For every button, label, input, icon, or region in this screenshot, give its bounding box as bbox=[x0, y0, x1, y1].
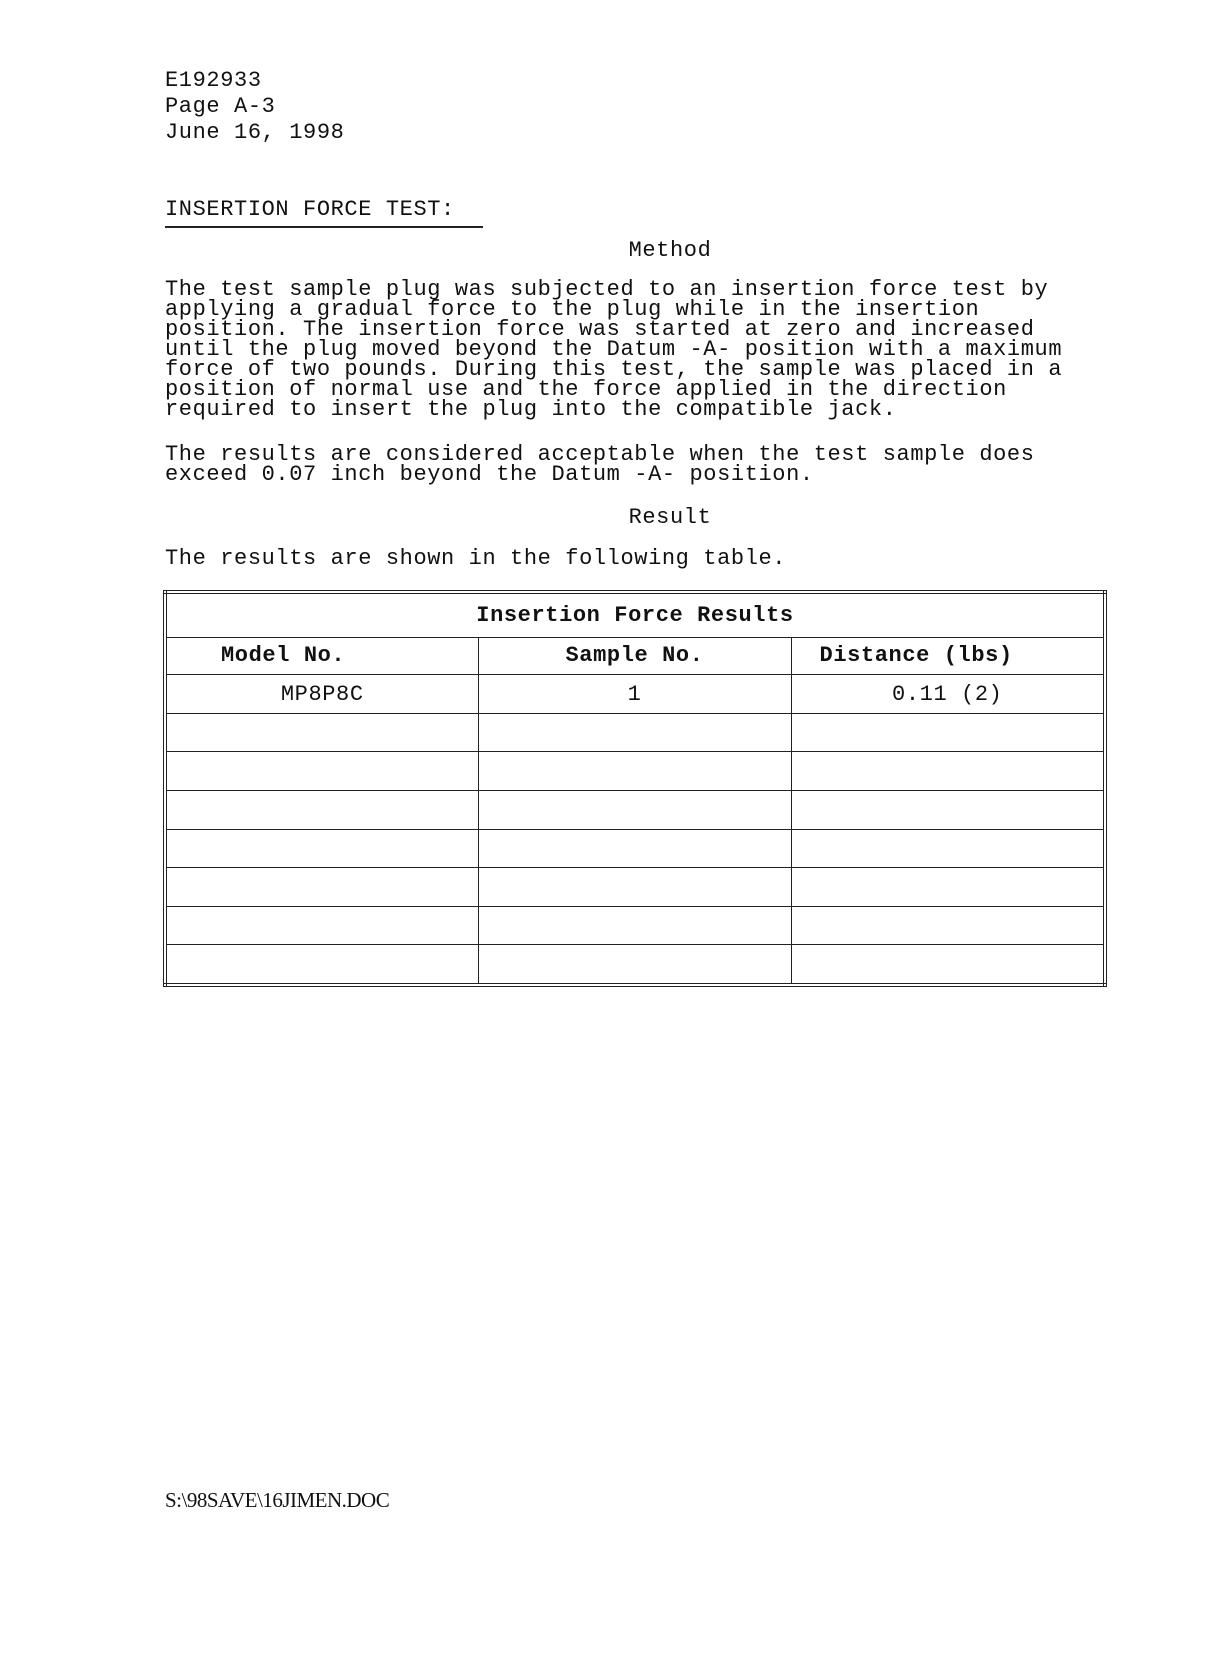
table-header-row bbox=[165, 637, 1105, 675]
table-row bbox=[165, 790, 1105, 829]
acceptance-line: The results are considered acceptable when the test sample does bbox=[165, 442, 1035, 467]
footer-file-path: S:\98SAVE\16JIMEN.DOC bbox=[165, 1488, 390, 1512]
insertion-force-results-table bbox=[163, 590, 1107, 987]
cell-model bbox=[165, 752, 478, 791]
table-row bbox=[165, 868, 1105, 907]
cell-sample bbox=[478, 752, 791, 791]
result-heading: Result bbox=[628, 505, 712, 530]
cell-sample bbox=[478, 790, 791, 829]
column-header-sample: Sample No. bbox=[478, 637, 791, 675]
cell-model bbox=[165, 713, 478, 752]
document-id: E192933 bbox=[165, 68, 262, 93]
table-row bbox=[165, 906, 1105, 945]
page-number: Page A-3 bbox=[165, 94, 276, 119]
cell-model bbox=[165, 945, 478, 985]
table-row bbox=[165, 675, 1105, 714]
method-paragraph bbox=[165, 277, 1115, 422]
cell-distance: 0.11 (2) bbox=[791, 675, 1105, 714]
method-line: until the plug moved beyond the Datum -A- position with a maximum bbox=[165, 337, 1063, 362]
cell-model: MP8P8C bbox=[165, 675, 478, 714]
cell-model bbox=[165, 790, 478, 829]
document-header bbox=[165, 68, 344, 146]
cell-sample bbox=[478, 906, 791, 945]
table-row bbox=[165, 752, 1105, 791]
cell-distance bbox=[791, 945, 1105, 985]
method-line: force of two pounds. During this test, the sample was placed in a bbox=[165, 357, 1063, 382]
method-line: position. The insertion force was started at zero and increased bbox=[165, 317, 1035, 342]
cell-distance bbox=[791, 906, 1105, 945]
method-heading: Method bbox=[628, 238, 712, 263]
document-date: June 16, 1998 bbox=[165, 120, 345, 145]
cell-distance bbox=[791, 868, 1105, 907]
section-title: INSERTION FORCE TEST: bbox=[165, 197, 483, 228]
cell-model bbox=[165, 906, 478, 945]
column-header-model: Model No. bbox=[165, 637, 478, 675]
acceptance-paragraph bbox=[165, 442, 1115, 487]
cell-sample bbox=[478, 829, 791, 868]
cell-sample bbox=[478, 713, 791, 752]
cell-distance bbox=[791, 713, 1105, 752]
column-header-distance: Distance (lbs) bbox=[791, 637, 1105, 675]
table-caption-row bbox=[165, 592, 1105, 637]
result-intro: The results are shown in the following table. bbox=[165, 546, 787, 571]
acceptance-line: exceed 0.07 inch beyond the Datum -A- position. bbox=[165, 462, 814, 487]
method-line: position of normal use and the force applied in the direction bbox=[165, 377, 1007, 402]
method-line: The test sample plug was subjected to an insertion force test by bbox=[165, 277, 1049, 302]
cell-sample bbox=[478, 868, 791, 907]
method-line: required to insert the plug into the compatible jack. bbox=[165, 397, 897, 422]
table-row bbox=[165, 713, 1105, 752]
cell-sample: 1 bbox=[478, 675, 791, 714]
cell-distance bbox=[791, 752, 1105, 791]
cell-distance bbox=[791, 829, 1105, 868]
cell-model bbox=[165, 868, 478, 907]
cell-distance bbox=[791, 790, 1105, 829]
table-row bbox=[165, 829, 1105, 868]
table-caption: Insertion Force Results bbox=[165, 592, 1105, 637]
method-line: applying a gradual force to the plug while in the insertion bbox=[165, 297, 980, 322]
table-row bbox=[165, 945, 1105, 985]
cell-model bbox=[165, 829, 478, 868]
cell-sample bbox=[478, 945, 791, 985]
